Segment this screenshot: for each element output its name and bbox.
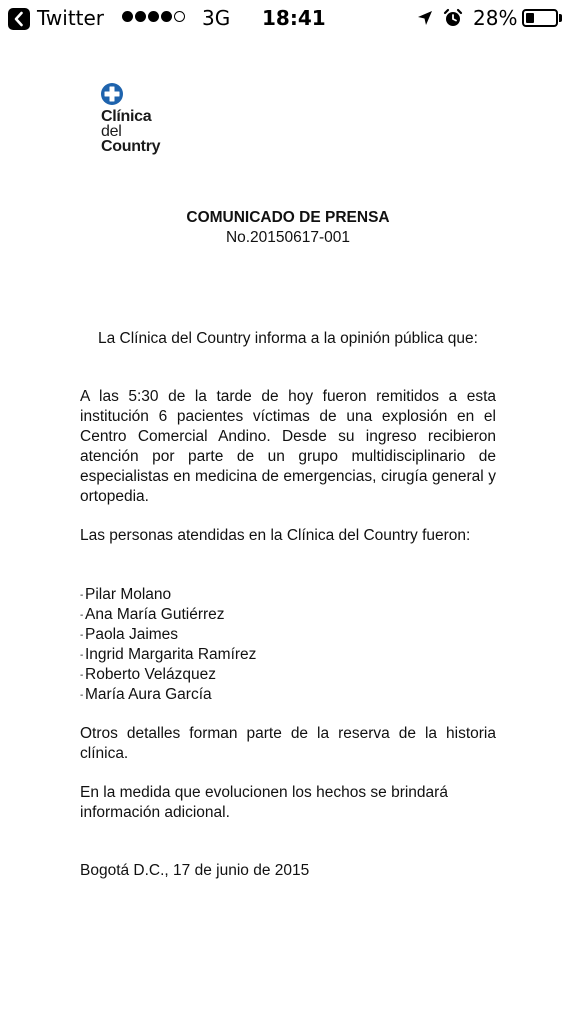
list-bullet: - xyxy=(80,690,84,701)
patient-name xyxy=(80,585,256,605)
list-bullet: - xyxy=(80,590,84,601)
paragraph-incident: A las 5:30 de la tarde de hoy fueron remitidos a esta institución 6 pacientes víctimas de una explosión en el Centro Comercial Andino. Desde su ingreso recibieron atención por parte de un grupo multidisciplinario de especialistas en medicina de emergencias, cirugía general y ortopedia. xyxy=(80,388,496,505)
network-type: 3G xyxy=(202,6,231,30)
patient-name xyxy=(80,625,256,645)
paragraph-updates: En la medida que evolucionen los hechos se brindará información adicional. xyxy=(80,784,448,821)
paragraph-patients-intro: Las personas atendidas en la Clínica del Country fueron: xyxy=(80,527,471,544)
signal-dot xyxy=(148,11,159,22)
list-bullet: - xyxy=(80,610,84,621)
signoff-date: Bogotá D.C., 17 de junio de 2015 xyxy=(80,862,310,879)
back-app-label[interactable]: Twitter xyxy=(37,6,105,30)
document-title: COMUNICADO DE PRENSA xyxy=(186,209,390,226)
cellular-signal-icon xyxy=(122,11,187,25)
battery-tip xyxy=(559,14,562,22)
status-bar xyxy=(0,0,577,38)
paragraph-privacy: Otros detalles forman parte de la reserva de la historia clínica. xyxy=(80,725,496,762)
medical-cross-icon xyxy=(100,82,124,106)
intro-paragraph: La Clínica del Country informa a la opinión pública que: xyxy=(98,330,478,347)
battery-percentage: 28% xyxy=(473,6,518,30)
list-bullet: - xyxy=(80,630,84,641)
patient-name-text: Ingrid Margarita Ramírez xyxy=(85,646,257,663)
alarm-clock-icon xyxy=(443,8,463,28)
patient-name-text: Pilar Molano xyxy=(85,586,172,603)
document-number: No.20150617-001 xyxy=(225,229,351,246)
battery-icon xyxy=(522,9,558,27)
patient-name-text: Roberto Velázquez xyxy=(85,666,216,683)
patient-name xyxy=(80,685,256,705)
signal-dot xyxy=(174,11,185,22)
patient-name-text: Ana María Gutiérrez xyxy=(85,606,225,623)
patient-list xyxy=(80,585,256,705)
logo-line-3: Country xyxy=(101,138,161,155)
logo-wordmark xyxy=(101,109,221,154)
battery-level-fill xyxy=(526,13,534,23)
back-to-app-button[interactable] xyxy=(8,8,30,30)
patient-name xyxy=(80,665,256,685)
patient-name xyxy=(80,645,256,665)
chevron-left-icon xyxy=(8,8,30,30)
location-arrow-icon xyxy=(416,9,434,27)
clock-time: 18:41 xyxy=(262,6,326,30)
patient-name-text: María Aura García xyxy=(85,686,212,703)
logo-line-2: del xyxy=(101,123,122,140)
list-bullet: - xyxy=(80,670,84,681)
logo-line-1: Clínica xyxy=(101,108,152,125)
signal-dot xyxy=(135,11,146,22)
press-release xyxy=(80,208,496,879)
patient-name xyxy=(80,605,256,625)
signal-dot xyxy=(122,11,133,22)
patient-name-text: Paola Jaimes xyxy=(85,626,179,643)
list-bullet: - xyxy=(80,650,84,661)
signal-dot xyxy=(161,11,172,22)
